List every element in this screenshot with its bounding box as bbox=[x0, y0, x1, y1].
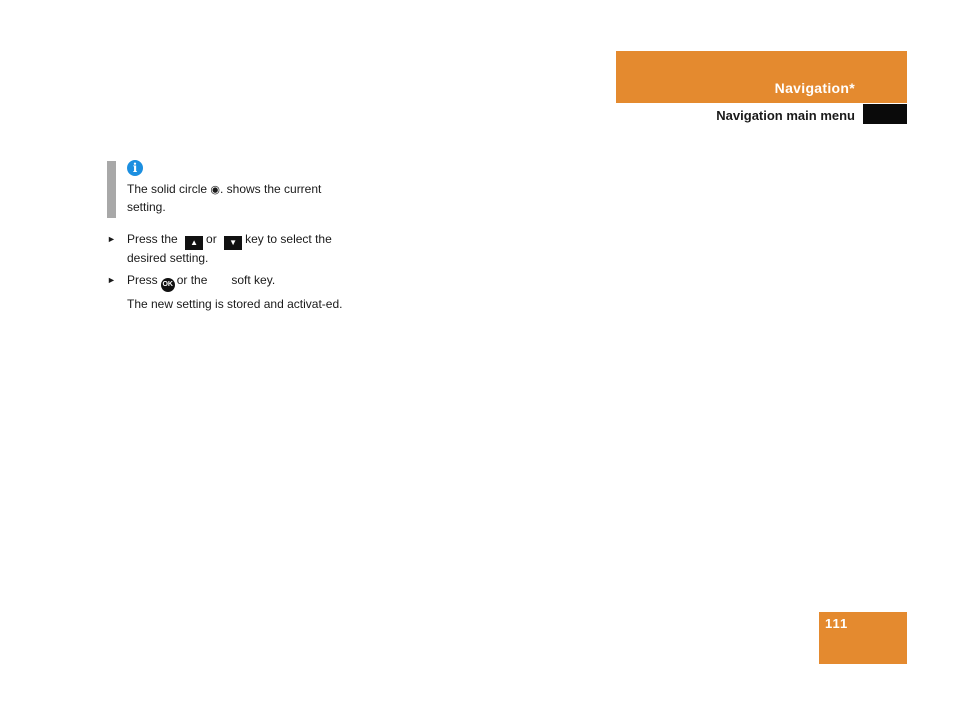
subsection-header bbox=[616, 104, 907, 124]
note-margin-bar bbox=[107, 161, 116, 218]
step-text: Press the bbox=[127, 232, 178, 246]
step-text: soft key. bbox=[231, 273, 276, 287]
page-number-box bbox=[819, 612, 907, 664]
result-text: The new setting is stored and activat-ed. bbox=[127, 297, 343, 311]
radio-selected-icon: ◉ bbox=[210, 184, 220, 196]
down-arrow-key-icon: ▼ bbox=[224, 236, 242, 250]
step-text: Press bbox=[127, 273, 158, 287]
step-text: key to select the desired setting. bbox=[127, 232, 332, 265]
subsection-title: Navigation main menu bbox=[716, 108, 855, 123]
step-text: or the bbox=[176, 273, 208, 287]
instruction-step-select bbox=[107, 231, 352, 267]
chapter-header-band bbox=[616, 51, 907, 103]
note-text-after: . shows the current setting. bbox=[127, 182, 322, 214]
section-title: Navigation* bbox=[774, 80, 855, 96]
bullet-arrow-icon: ► bbox=[107, 234, 116, 244]
ok-button-icon: OK bbox=[161, 278, 175, 292]
chapter-tab-marker bbox=[863, 104, 907, 124]
step-text: or bbox=[206, 232, 217, 246]
instruction-step-confirm bbox=[107, 272, 352, 292]
bullet-arrow-icon: ► bbox=[107, 275, 116, 285]
note-text bbox=[127, 181, 352, 216]
info-icon: i bbox=[127, 160, 143, 176]
note-text-before: The solid circle bbox=[127, 182, 211, 196]
up-arrow-key-icon: ▲ bbox=[185, 236, 203, 250]
page-number: 111 bbox=[825, 616, 849, 631]
